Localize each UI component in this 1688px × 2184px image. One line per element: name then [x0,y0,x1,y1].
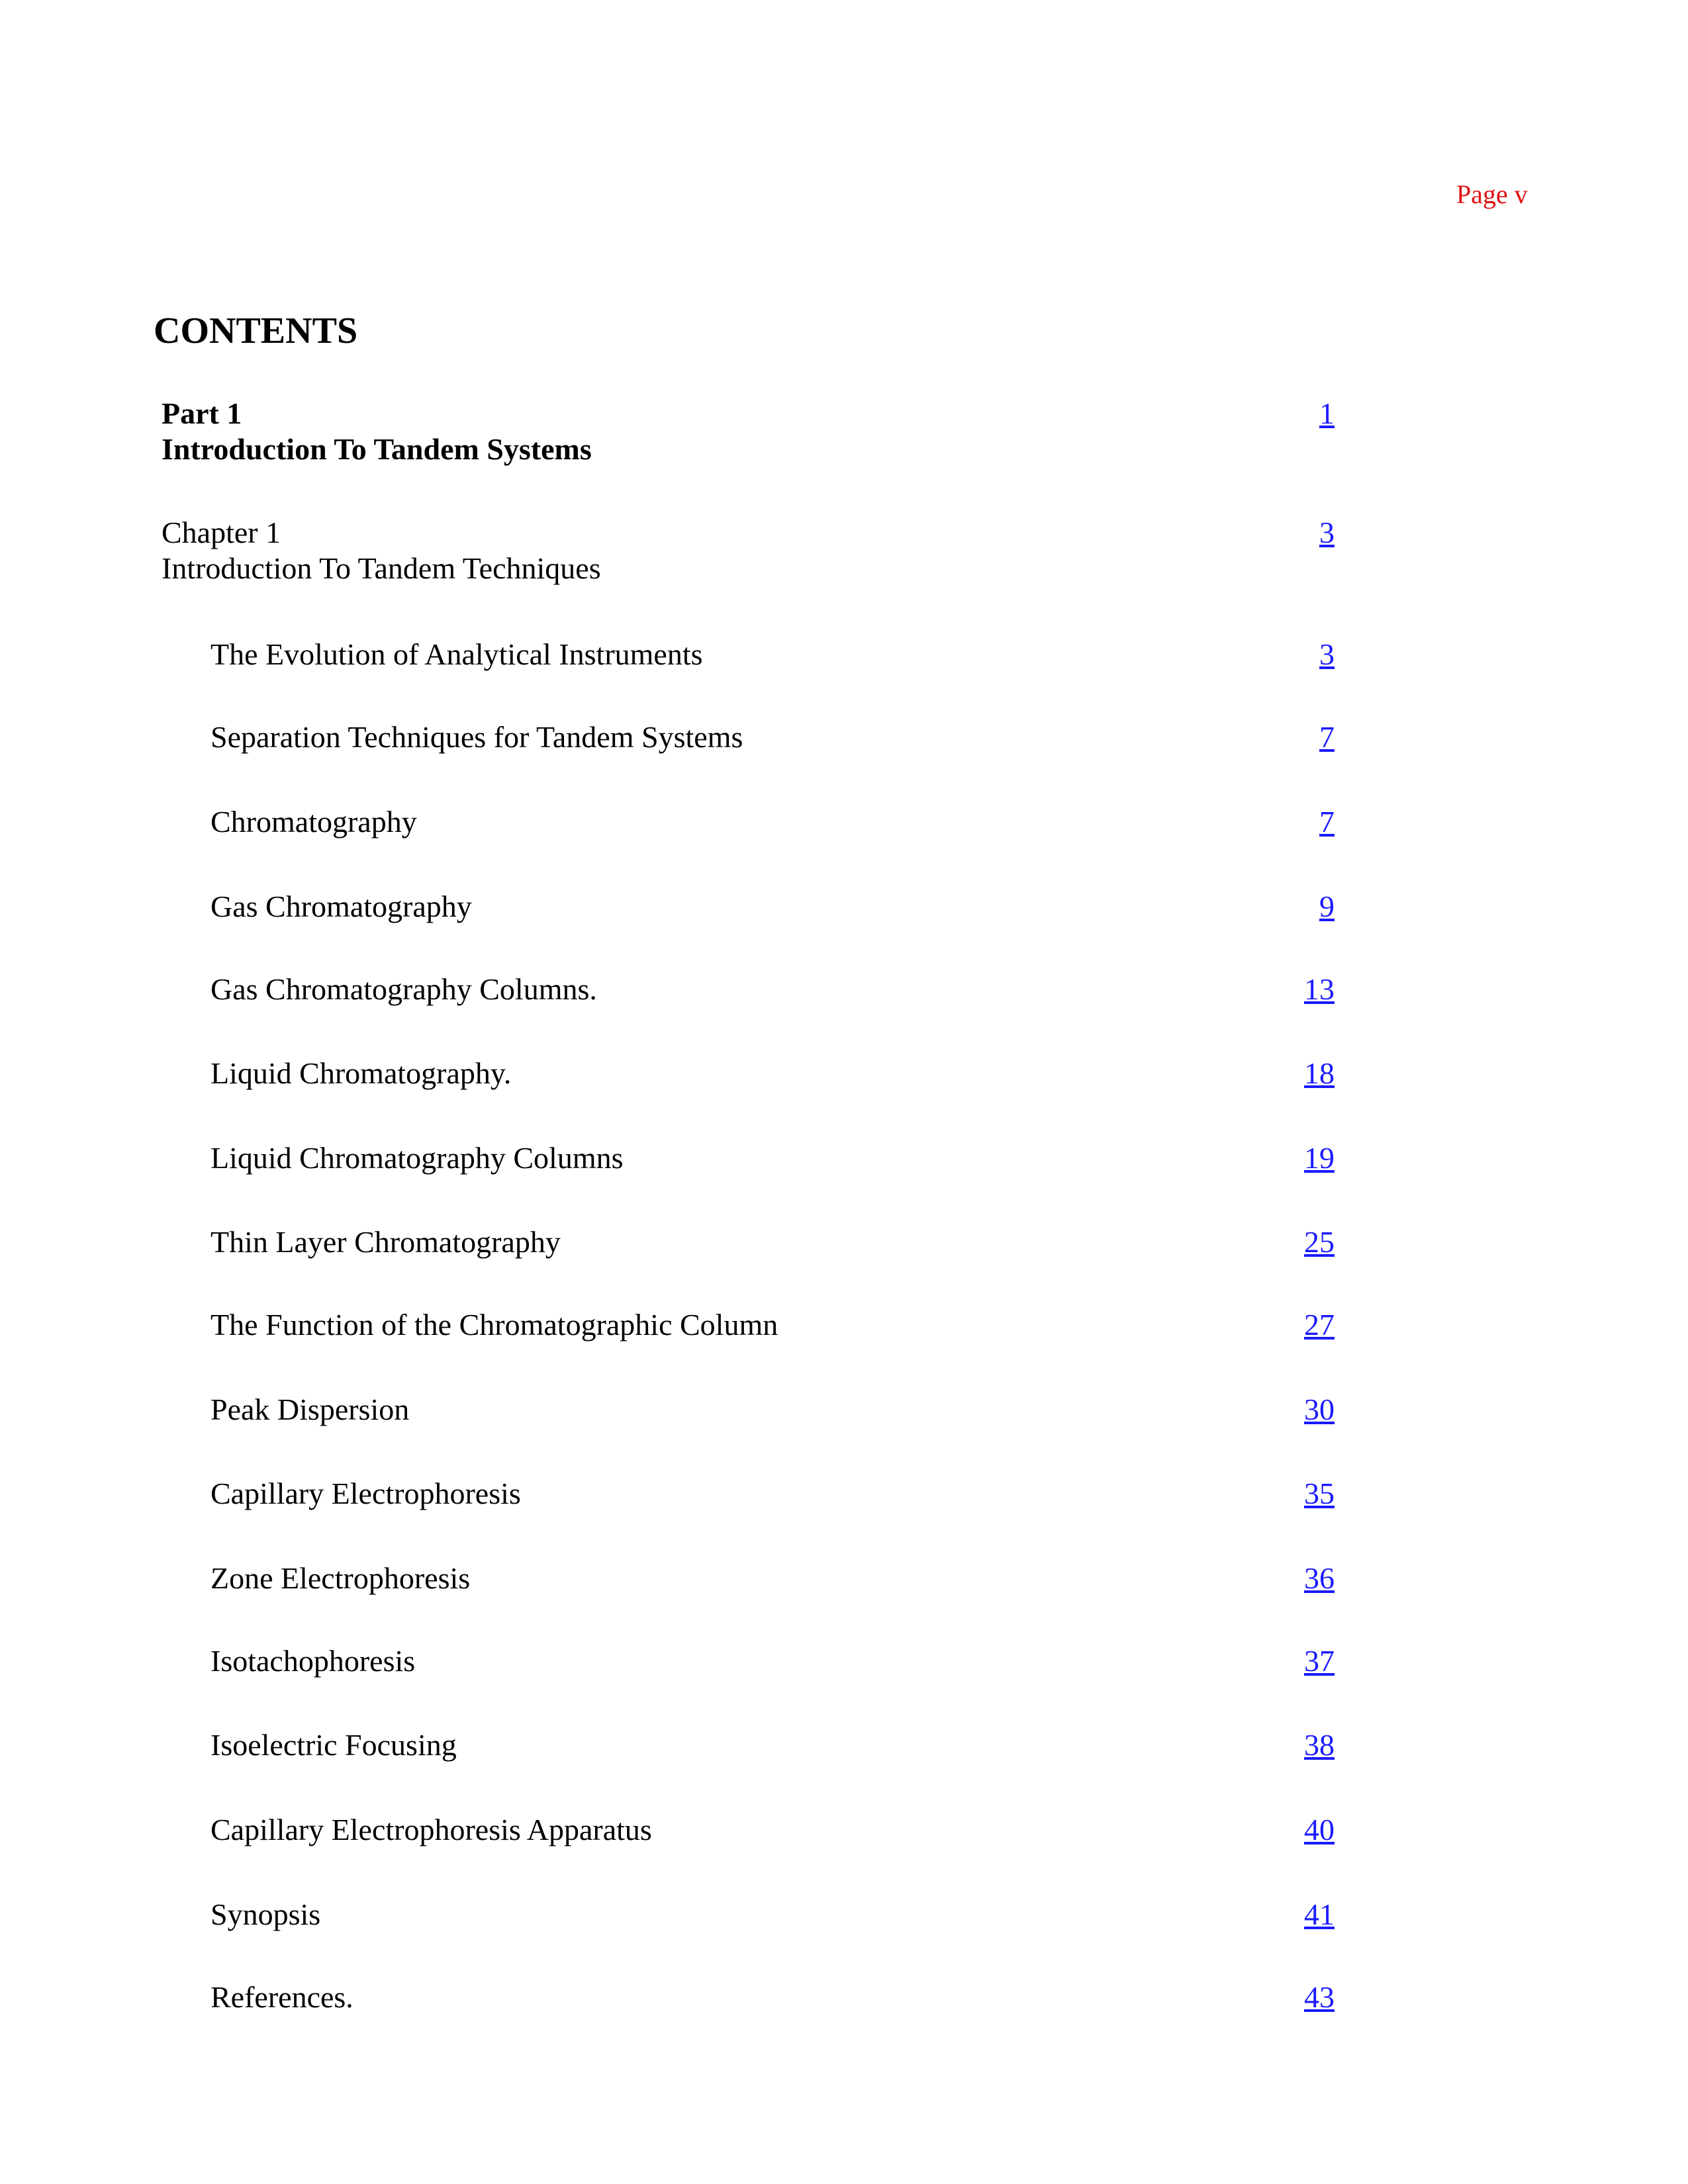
toc-section-title: Gas Chromatography Columns. [211,972,597,1006]
toc-section-title: Gas Chromatography [211,889,472,923]
part-page-link[interactable]: 1 [1319,396,1335,430]
toc-section-title: Capillary Electrophoresis Apparatus [211,1813,652,1846]
page-number: Page v [1456,179,1528,209]
toc-section-title: Separation Techniques for Tandem Systems [211,720,743,754]
toc-section-page-link[interactable]: 13 [1304,972,1335,1006]
toc-section-title: Liquid Chromatography Columns [211,1141,624,1175]
toc-section-page-link[interactable]: 40 [1304,1813,1335,1846]
toc-section-page-link[interactable]: 35 [1304,1477,1335,1510]
toc-section-title: Chromatography [211,805,417,839]
toc-section-page-link[interactable]: 43 [1304,1980,1335,2014]
chapter-title: Introduction To Tandem Techniques [162,551,601,585]
toc-section-title: Thin Layer Chromatography [211,1225,561,1259]
toc-section-page-link[interactable]: 36 [1304,1561,1335,1595]
toc-section-title: The Function of the Chromatographic Column [211,1308,778,1342]
toc-section-page-link[interactable]: 9 [1319,889,1335,923]
toc-section-title: Capillary Electrophoresis [211,1477,521,1510]
toc-section-title: Synopsis [211,1897,321,1931]
toc-section-page-link[interactable]: 7 [1319,805,1335,839]
part-title: Introduction To Tandem Systems [162,432,592,466]
toc-section-page-link[interactable]: 38 [1304,1728,1335,1762]
toc-section-page-link[interactable]: 7 [1319,720,1335,754]
toc-section-page-link[interactable]: 18 [1304,1056,1335,1090]
toc-part-entry [162,396,592,467]
toc-chapter-entry [162,515,601,586]
toc-section-title: The Evolution of Analytical Instruments [211,637,703,671]
toc-section-title: References. [211,1980,353,2014]
chapter-number: Chapter 1 [162,516,281,549]
toc-section-page-link[interactable]: 25 [1304,1225,1335,1259]
toc-section-page-link[interactable]: 27 [1304,1308,1335,1342]
toc-section-title: Isotachophoresis [211,1644,416,1678]
toc-section-page-link[interactable]: 3 [1319,637,1335,671]
chapter-page-link[interactable]: 3 [1319,516,1335,549]
toc-section-title: Liquid Chromatography. [211,1056,512,1090]
contents-title: CONTENTS [154,310,358,351]
toc-section-page-link[interactable]: 30 [1304,1392,1335,1426]
toc-section-page-link[interactable]: 37 [1304,1644,1335,1678]
toc-section-title: Zone Electrophoresis [211,1561,471,1595]
toc-section-title: Isoelectric Focusing [211,1728,457,1762]
part-number: Part 1 [162,396,242,430]
toc-section-title: Peak Dispersion [211,1392,410,1426]
toc-section-page-link[interactable]: 19 [1304,1141,1335,1175]
toc-section-page-link[interactable]: 41 [1304,1897,1335,1931]
